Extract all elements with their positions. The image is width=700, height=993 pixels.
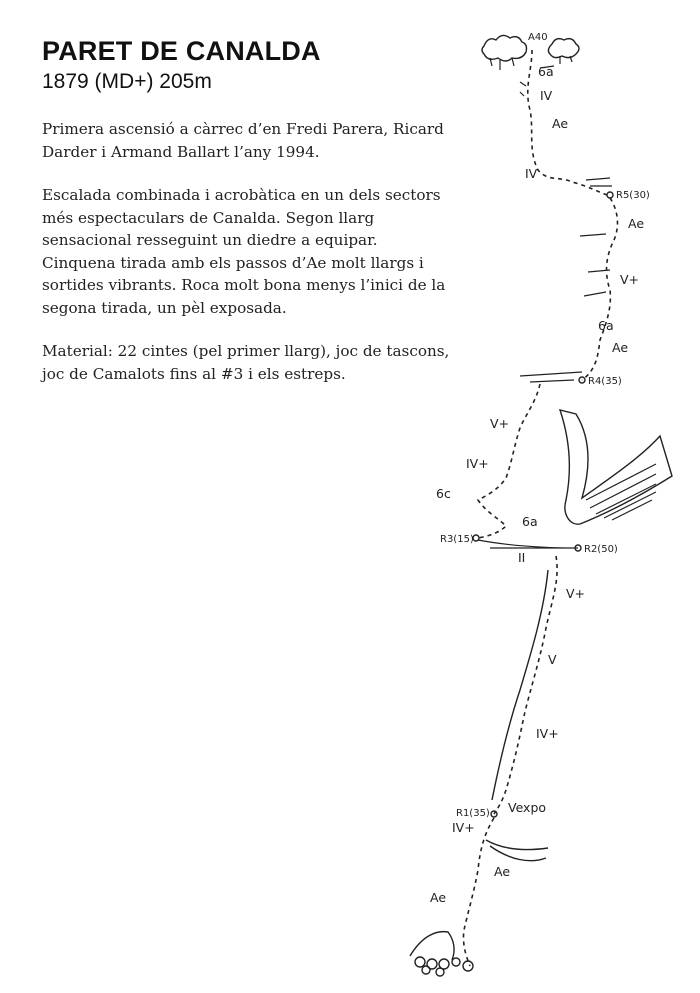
grade-label: 6a [538, 64, 554, 79]
route-line-pitch-1 [463, 818, 494, 966]
grade-label: Ae [628, 216, 645, 231]
route-subtitle: 1879 (MD+) 205m [42, 70, 212, 93]
grade-label: 6c [436, 486, 451, 501]
grade-label: IV [540, 88, 553, 103]
route-line-pitch-2 [494, 556, 557, 814]
belay-label: R1(35) [456, 808, 490, 819]
material-text: Material: 22 cintes (pel primer llarg), joc de tascons, joc de Camalots fins al #3 i els estreps. [42, 342, 450, 383]
ledge-line [478, 540, 578, 548]
grade-label: Ae [612, 340, 629, 355]
first-ascent-text: Primera ascensió a càrrec d’en Fredi Parera, Ricard Darder i Armand Ballart l’any 1994. [42, 120, 444, 161]
grade-label: V+ [620, 272, 640, 287]
grade-label: V [548, 652, 557, 667]
grade-label: V+ [566, 586, 586, 601]
summit-label: A40 [528, 32, 548, 43]
grade-label: IV [525, 166, 538, 181]
grade-label: Ae [494, 864, 511, 879]
belay-label: R5(30) [616, 190, 650, 201]
belay-label: R4(35) [588, 376, 622, 387]
route-description: Escalada combinada i acrobàtica en un dels sectors més espectaculars de Canalda. Segon llarg sensacional resseguint un diedre a equipar. Cinquena tirada amb els passos d’Ae molt llargs i sortides vibrants. Roca molt bona menys l’inici de la segona tirada, un pèl exposada. [42, 186, 446, 317]
base-boulders-drawing [410, 932, 473, 976]
grade-label: IV+ [452, 820, 475, 835]
roof-rock-drawing [560, 410, 672, 524]
grade-label: IV+ [536, 726, 559, 741]
grade-label: 6a [522, 514, 538, 529]
grade-label: 6a [598, 318, 614, 333]
grade-label: Ae [430, 890, 447, 905]
belay-r5 [607, 192, 613, 198]
belay-label: R3(15) [440, 534, 474, 545]
grade-label: IV+ [466, 456, 489, 471]
grade-label: Vexpo [508, 800, 547, 815]
route-title: PARET DE CANALDA [42, 36, 321, 66]
belay-label: R2(50) [584, 544, 618, 555]
grade-label: V+ [490, 416, 510, 431]
grade-label: Ae [552, 116, 569, 131]
grade-label: II [518, 550, 526, 565]
